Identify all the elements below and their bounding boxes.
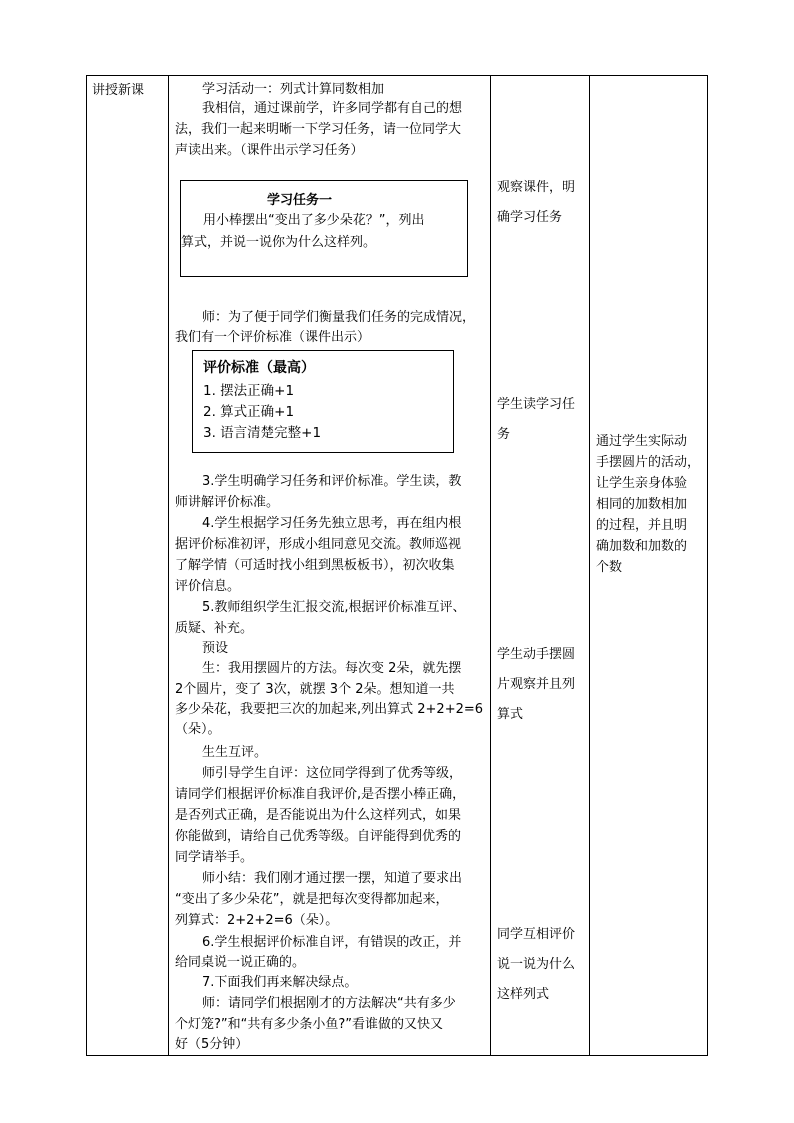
step-line: 评价信息。 (175, 579, 241, 594)
intent-line: 相同的加数相加 (596, 497, 688, 512)
student-note: 算式 (497, 707, 524, 722)
step-line: 5.教师组织学生汇报交流,根据评价标准互评、 (202, 600, 466, 615)
table-border-right (707, 75, 708, 1056)
student-note: 务 (497, 427, 511, 442)
step-line: 给同桌说一说正确的。 (175, 955, 306, 970)
step-line: 你能做到，请给自己优秀等级。自评能得到优秀的 (175, 829, 462, 844)
eval-intro-line: 师：为了便于同学们衡量我们任务的完成情况， (202, 310, 476, 325)
student-note: 同学互相评价 (497, 927, 576, 942)
intent-line: 通过学生实际动 (596, 434, 688, 449)
student-note: 学生读学习任 (497, 397, 576, 412)
step-line: 了解学情（可适时找小组到黑板板书），初次收集 (175, 558, 455, 573)
step-line: 好（5分钟） (175, 1037, 249, 1052)
intent-line: 个数 (596, 560, 623, 575)
student-note: 这样列式 (497, 987, 550, 1002)
step-line: 同学请举手。 (175, 850, 254, 865)
step-line: 生生互评。 (202, 745, 268, 760)
step-line: 据评价标准初评，形成小组同意见交流。教师巡视 (175, 537, 462, 552)
activity-title: 学习活动一：列式计算同数相加 (202, 82, 385, 97)
criteria-item: 3. 语言清楚完整+1 (203, 425, 322, 441)
step-line: 列算式：2+2+2=6（朵）。 (175, 913, 339, 928)
intent-line: 的过程，并且明 (596, 518, 688, 533)
step-line: 是否列式正确，是否能说出为什么这样列式，如果 (175, 808, 462, 823)
student-note: 片观察并且列 (497, 677, 576, 692)
intro-line: 法，我们一起来明晰一下学习任务，请一位同学大 (175, 122, 462, 137)
criteria-item: 2. 算式正确+1 (203, 404, 295, 420)
step-line: 质疑、补充。 (175, 621, 254, 636)
intro-line: 我相信，通过课前学，许多同学都有自己的想 (202, 101, 463, 116)
step-line: 师讲解评价标准。 (175, 495, 280, 510)
intro-line: 声读出来。（课件出示学习任务） (175, 143, 364, 158)
step-line: 7.下面我们再来解决绿点。 (202, 975, 358, 990)
step-line: 4.学生根据学习任务先独立思考，再在组内根 (202, 516, 462, 531)
student-note: 学生动手摆圆 (497, 647, 576, 662)
table-divider-1 (168, 75, 169, 1056)
step-line: （朵）。 (175, 722, 221, 737)
step-line: 2个圆片，变了 3次，就摆 3个 2朵。想知道一共 (175, 682, 455, 697)
table-divider-3 (589, 75, 590, 1056)
step-line: 预设 (202, 641, 229, 656)
criteria-item: 1. 摆法正确+1 (203, 383, 295, 399)
intent-line: 让学生亲身体验 (596, 476, 688, 491)
evaluation-criteria-box (192, 350, 454, 453)
intent-line: 手摆圆片的活动， (596, 455, 701, 470)
step-line: 3.学生明确学习任务和评价标准。学生读，教 (202, 474, 462, 489)
step-line: 6.学生根据评价标准自评，有错误的改正，并 (202, 935, 462, 950)
step-line: 个灯笼?”和“共有多少条小鱼?”看谁做的又快又 (175, 1017, 444, 1032)
student-note: 确学习任务 (497, 210, 563, 225)
step-line: 师引导学生自评：这位同学得到了优秀等级， (202, 766, 463, 781)
task-box-line: 用小棒摆出“变出了多少朵花？”，列出 (203, 213, 425, 228)
step-line: 师小结：我们刚才通过摆一摆，知道了要求出 (202, 871, 463, 886)
intent-line: 确加数和加数的 (596, 539, 688, 554)
table-border-left (86, 75, 87, 1056)
task-box-title: 学习任务一 (267, 193, 333, 208)
criteria-box-title: 评价标准（最高） (203, 360, 315, 376)
student-note: 说一说为什么 (497, 957, 576, 972)
step-line: 生：我用摆圆片的方法。每次变 2朵，就先摆 (202, 661, 462, 676)
learning-task-box (180, 180, 468, 277)
step-line: 请同学们根据评价标准自我评价,是否摆小棒正确， (175, 787, 466, 802)
table-border-bottom (86, 1055, 708, 1056)
step-line: “变出了多少朵花”，就是把每次变得都加起来， (175, 892, 449, 907)
task-box-line: 算式，并说一说你为什么这样列。 (181, 235, 377, 250)
step-line: 多少朵花，我要把三次的加起来,列出算式 2+2+2=6 (175, 702, 484, 717)
student-note: 观察课件，明 (497, 180, 576, 195)
section-label: 讲授新课 (92, 83, 145, 98)
eval-intro-line: 我们有一个评价标准（课件出示） (175, 330, 371, 345)
table-border-top (86, 75, 708, 76)
step-line: 师：请同学们根据刚才的方法解决“共有多少 (202, 996, 456, 1011)
table-divider-2 (490, 75, 491, 1056)
